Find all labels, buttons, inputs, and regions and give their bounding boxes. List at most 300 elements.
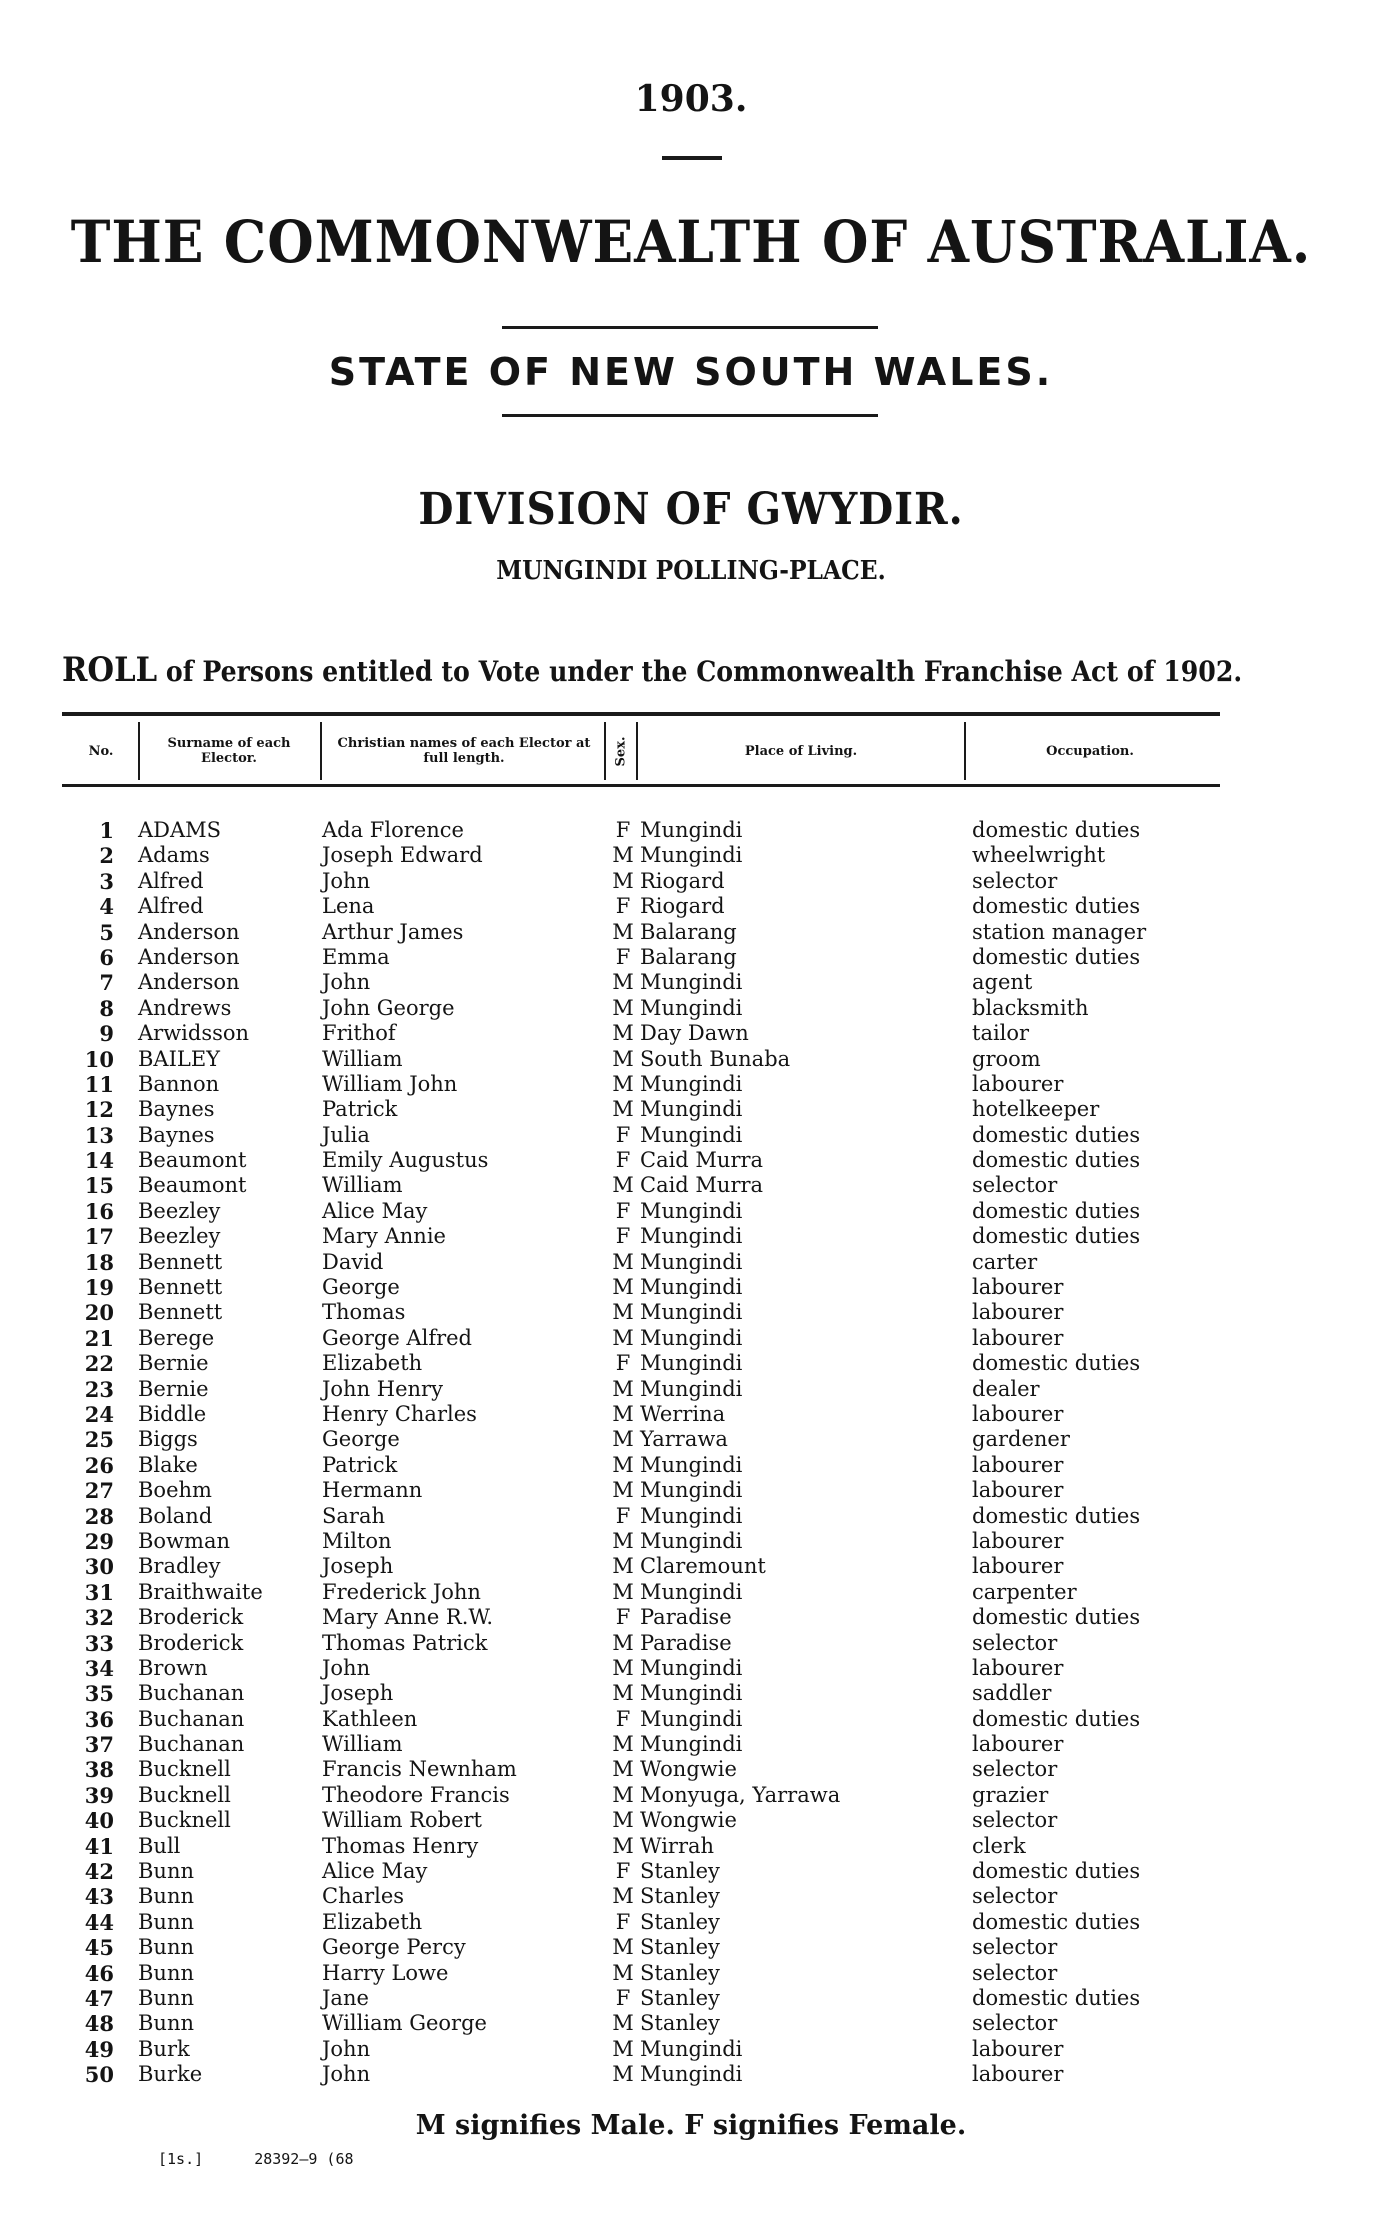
- row-number: 36: [84, 1706, 114, 1732]
- surname: Andrews: [138, 995, 232, 1020]
- surname: Bucknell: [138, 1757, 231, 1782]
- place-of-living: Wongwie: [640, 1757, 737, 1782]
- row-number: 30: [84, 1554, 114, 1580]
- sex: F: [615, 1605, 631, 1630]
- place-of-living: Mungindi: [640, 1452, 743, 1477]
- table-row: [0, 1681, 1382, 1706]
- header-surname: Surname of each Elector.: [167, 736, 291, 766]
- surname: Bucknell: [138, 1782, 231, 1807]
- occupation: carter: [972, 1249, 1038, 1274]
- table-row: [0, 1326, 1382, 1351]
- occupation: selector: [972, 1960, 1058, 1985]
- surname: Alfred: [138, 894, 204, 919]
- occupation: selector: [972, 1935, 1058, 1960]
- sex: M: [612, 1579, 634, 1604]
- sex: M: [612, 1401, 634, 1426]
- roll-description: [62, 650, 1243, 690]
- christian-names: Kathleen: [322, 1706, 418, 1731]
- table-row: [0, 945, 1382, 970]
- christian-names: Joseph: [322, 1554, 394, 1579]
- place-of-living: Mungindi: [640, 995, 743, 1020]
- table-row: [0, 970, 1382, 995]
- table-row: [0, 1021, 1382, 1046]
- row-number: 37: [84, 1732, 114, 1758]
- occupation: domestic duties: [972, 944, 1141, 969]
- place-of-living: Claremount: [640, 1554, 766, 1579]
- row-number: 31: [84, 1579, 114, 1605]
- header-separator: [636, 722, 638, 780]
- header-separator: [604, 722, 606, 780]
- christian-names: Mary Anne R.W.: [322, 1605, 493, 1630]
- sex: M: [612, 1427, 634, 1452]
- place-of-living: Mungindi: [640, 1376, 743, 1401]
- table-row: [0, 1199, 1382, 1224]
- row-number: 34: [84, 1655, 114, 1681]
- surname: Bernie: [138, 1351, 209, 1376]
- surname: Buchanan: [138, 1706, 245, 1731]
- table-row: [0, 1097, 1382, 1122]
- row-number: 27: [84, 1478, 114, 1504]
- christian-names: David: [322, 1249, 384, 1274]
- row-number: 4: [99, 894, 114, 920]
- occupation: domestic duties: [972, 894, 1141, 919]
- row-number: 20: [84, 1300, 114, 1326]
- place-of-living: Mungindi: [640, 1706, 743, 1731]
- surname: Burk: [138, 2036, 190, 2061]
- surname: Buchanan: [138, 1681, 245, 1706]
- surname: Baynes: [138, 1097, 215, 1122]
- christian-names: Alice May: [322, 1859, 428, 1884]
- occupation: domestic duties: [972, 1224, 1141, 1249]
- surname: Beezley: [138, 1198, 221, 1223]
- christian-names: Jane: [322, 1985, 369, 2010]
- table-row: [0, 1300, 1382, 1325]
- sex: F: [615, 1148, 631, 1173]
- table-row: [0, 1173, 1382, 1198]
- surname: Bunn: [138, 1909, 195, 1934]
- christian-names: William Robert: [322, 1808, 482, 1833]
- occupation: labourer: [972, 1452, 1064, 1477]
- table-row: [0, 1631, 1382, 1656]
- christian-names: Julia: [322, 1122, 370, 1147]
- place-of-living: Riogard: [640, 868, 725, 893]
- place-of-living: Stanley: [640, 1884, 720, 1909]
- occupation: domestic duties: [972, 1706, 1141, 1731]
- place-of-living: Balarang: [640, 944, 737, 969]
- state-heading: STATE OF NEW SOUTH WALES.: [328, 350, 1054, 394]
- christian-names: Frithof: [322, 1021, 396, 1046]
- occupation: labourer: [972, 1275, 1064, 1300]
- place-of-living: Mungindi: [640, 1122, 743, 1147]
- table-row: [0, 894, 1382, 919]
- place-of-living: Day Dawn: [640, 1021, 749, 1046]
- occupation: domestic duties: [972, 1503, 1141, 1528]
- occupation: selector: [972, 1173, 1058, 1198]
- surname: Burke: [138, 2062, 203, 2087]
- surname: Bunn: [138, 1960, 195, 1985]
- place-of-living: Mungindi: [640, 1249, 743, 1274]
- place-of-living: Stanley: [640, 1960, 720, 1985]
- table-row: [0, 1453, 1382, 1478]
- table-header: [68, 718, 1218, 784]
- place-of-living: Yarrawa: [640, 1427, 728, 1452]
- table-row: [0, 1859, 1382, 1884]
- table-row: [0, 1275, 1382, 1300]
- christian-names: William: [322, 1046, 403, 1071]
- row-number: 6: [99, 944, 114, 970]
- place-of-living: Mungindi: [640, 1503, 743, 1528]
- christian-names: Mary Annie: [322, 1224, 446, 1249]
- table-row: [0, 1529, 1382, 1554]
- place-of-living: Stanley: [640, 1935, 720, 1960]
- surname: Boland: [138, 1503, 213, 1528]
- roll-text: of Persons entitled to Vote under the Commonwealth Franchise Act of 1902.: [165, 655, 1243, 688]
- occupation: blacksmith: [972, 995, 1089, 1020]
- row-number: 21: [84, 1325, 114, 1351]
- row-number: 14: [84, 1148, 114, 1174]
- table-row: [0, 1834, 1382, 1859]
- surname: Adams: [138, 843, 210, 868]
- surname: Biddle: [138, 1401, 207, 1426]
- sex: F: [615, 1985, 631, 2010]
- surname: Bradley: [138, 1554, 221, 1579]
- row-number: 10: [84, 1046, 114, 1072]
- sex: M: [612, 1655, 634, 1680]
- surname: Bennett: [138, 1249, 223, 1274]
- table-row: [0, 1884, 1382, 1909]
- christian-names: George: [322, 1275, 400, 1300]
- place-of-living: Mungindi: [640, 843, 743, 868]
- occupation: domestic duties: [972, 1122, 1141, 1147]
- occupation: labourer: [972, 1655, 1064, 1680]
- surname: Alfred: [138, 868, 204, 893]
- occupation: labourer: [972, 2062, 1064, 2087]
- table-row: [0, 1072, 1382, 1097]
- row-number: 16: [84, 1198, 114, 1224]
- sex: F: [615, 1122, 631, 1147]
- row-number: 11: [84, 1071, 114, 1097]
- surname: Beaumont: [138, 1148, 247, 1173]
- occupation: labourer: [972, 1300, 1064, 1325]
- surname: Baynes: [138, 1122, 215, 1147]
- occupation: groom: [972, 1046, 1041, 1071]
- table-row: [0, 1605, 1382, 1630]
- place-of-living: Mungindi: [640, 1528, 743, 1553]
- table-row: [0, 1656, 1382, 1681]
- place-of-living: Riogard: [640, 894, 725, 919]
- occupation: labourer: [972, 1554, 1064, 1579]
- surname: BAILEY: [138, 1046, 221, 1071]
- row-number: 25: [84, 1427, 114, 1453]
- surname: Boehm: [138, 1478, 212, 1503]
- print-reference: [158, 2150, 396, 2168]
- table-row: [0, 2062, 1382, 2087]
- row-number: 43: [84, 1884, 114, 1910]
- sex: F: [615, 944, 631, 969]
- sex: M: [612, 1808, 634, 1833]
- christian-names: Harry Lowe: [322, 1960, 449, 1985]
- christian-names: William: [322, 1732, 403, 1757]
- row-number: 33: [84, 1630, 114, 1656]
- occupation: domestic duties: [972, 1605, 1141, 1630]
- table-row: [0, 2011, 1382, 2036]
- sex: F: [615, 818, 631, 842]
- row-number: 46: [84, 1960, 114, 1986]
- header-separator: [964, 722, 966, 780]
- sex: M: [612, 1275, 634, 1300]
- sex: M: [612, 1757, 634, 1782]
- christian-names: Joseph Edward: [322, 843, 483, 868]
- row-number: 24: [84, 1401, 114, 1427]
- surname: Bennett: [138, 1300, 223, 1325]
- surname: Brown: [138, 1655, 208, 1680]
- place-of-living: Mungindi: [640, 1681, 743, 1706]
- surname: Anderson: [138, 944, 240, 969]
- sex: M: [612, 1554, 634, 1579]
- surname: ADAMS: [138, 818, 222, 842]
- occupation: labourer: [972, 1325, 1064, 1350]
- sex: M: [612, 1173, 634, 1198]
- christian-names: Francis Newnham: [322, 1757, 517, 1782]
- sex: M: [612, 1960, 634, 1985]
- occupation: selector: [972, 1884, 1058, 1909]
- christian-names: John: [322, 2062, 371, 2087]
- occupation: saddler: [972, 1681, 1052, 1706]
- table-row: [0, 1250, 1382, 1275]
- sex: M: [612, 1528, 634, 1553]
- row-number: 49: [84, 2036, 114, 2062]
- place-of-living: Mungindi: [640, 1300, 743, 1325]
- christian-names: Thomas: [322, 1300, 406, 1325]
- christian-names: William John: [322, 1071, 458, 1096]
- sex: M: [612, 995, 634, 1020]
- christian-names: John: [322, 970, 371, 995]
- occupation: grazier: [972, 1782, 1049, 1807]
- sex: M: [612, 1884, 634, 1909]
- table-row: [0, 1961, 1382, 1986]
- place-of-living: Mungindi: [640, 2036, 743, 2061]
- table-row: [0, 1757, 1382, 1782]
- table-row: [0, 1351, 1382, 1376]
- table-row: [0, 1427, 1382, 1452]
- sex: F: [615, 1859, 631, 1884]
- surname: Broderick: [138, 1630, 244, 1655]
- table-row: [0, 1402, 1382, 1427]
- table-row: [0, 1808, 1382, 1833]
- sex: M: [612, 919, 634, 944]
- row-number: 32: [84, 1605, 114, 1631]
- sex: M: [612, 1376, 634, 1401]
- table-header-bottom-rule: [62, 784, 1220, 787]
- surname: Anderson: [138, 919, 240, 944]
- christian-names: George Alfred: [322, 1325, 472, 1350]
- occupation: labourer: [972, 1732, 1064, 1757]
- row-number: 44: [84, 1909, 114, 1935]
- place-of-living: Mungindi: [640, 970, 743, 995]
- sex: M: [612, 843, 634, 868]
- roll-word: ROLL: [62, 650, 158, 690]
- surname: Bunn: [138, 1884, 195, 1909]
- sex: F: [615, 1503, 631, 1528]
- place-of-living: Caid Murra: [640, 1173, 764, 1198]
- christian-names: Arthur James: [322, 919, 464, 944]
- header-christian-names: Christian names of each Elector at full length.: [337, 736, 591, 766]
- row-number: 7: [99, 970, 114, 996]
- surname: Berege: [138, 1325, 215, 1350]
- table-row: [0, 996, 1382, 1021]
- row-number: 15: [84, 1173, 114, 1199]
- place-of-living: Mungindi: [640, 1071, 743, 1096]
- christian-names: George: [322, 1427, 400, 1452]
- surname: Biggs: [138, 1427, 198, 1452]
- occupation: hotelkeeper: [972, 1097, 1100, 1122]
- christian-names: Patrick: [322, 1097, 398, 1122]
- header-no: No.: [88, 743, 114, 759]
- surname: Bowman: [138, 1528, 231, 1553]
- row-number: 1: [99, 818, 114, 843]
- place-of-living: Mungindi: [640, 818, 743, 842]
- place-of-living: Paradise: [640, 1630, 732, 1655]
- place-of-living: Mungindi: [640, 1325, 743, 1350]
- row-number: 40: [84, 1808, 114, 1834]
- christian-names: Emily Augustus: [322, 1148, 489, 1173]
- sex: M: [612, 868, 634, 893]
- row-number: 38: [84, 1757, 114, 1783]
- christian-names: John: [322, 2036, 371, 2061]
- row-number: 22: [84, 1351, 114, 1377]
- christian-names: Milton: [322, 1528, 392, 1553]
- christian-names: Emma: [322, 944, 390, 969]
- table-row: [0, 1047, 1382, 1072]
- christian-names: John: [322, 1655, 371, 1680]
- place-of-living: Mungindi: [640, 1579, 743, 1604]
- occupation: domestic duties: [972, 1198, 1141, 1223]
- place-of-living: Caid Murra: [640, 1148, 764, 1173]
- row-number: 42: [84, 1859, 114, 1885]
- occupation: selector: [972, 2011, 1058, 2036]
- sex: F: [615, 1224, 631, 1249]
- surname: Blake: [138, 1452, 198, 1477]
- sex: M: [612, 1782, 634, 1807]
- place-of-living: South Bunaba: [640, 1046, 791, 1071]
- occupation: domestic duties: [972, 1985, 1141, 2010]
- rule-under-state: [502, 414, 878, 417]
- place-of-living: Mungindi: [640, 1732, 743, 1757]
- place-of-living: Mungindi: [640, 1351, 743, 1376]
- row-number: 18: [84, 1249, 114, 1275]
- surname: Bull: [138, 1833, 181, 1858]
- place-of-living: Stanley: [640, 1909, 720, 1934]
- table-row: [0, 1377, 1382, 1402]
- table-row: [0, 1554, 1382, 1579]
- sex: F: [615, 894, 631, 919]
- table-row: [0, 1910, 1382, 1935]
- row-number: 28: [84, 1503, 114, 1529]
- place-of-living: Mungindi: [640, 2062, 743, 2087]
- place-of-living: Mungindi: [640, 1478, 743, 1503]
- christian-names: Theodore Francis: [322, 1782, 510, 1807]
- occupation: labourer: [972, 1401, 1064, 1426]
- christian-names: Henry Charles: [322, 1401, 477, 1426]
- table-row: [0, 869, 1382, 894]
- row-number: 47: [84, 1985, 114, 2011]
- row-number: 13: [84, 1122, 114, 1148]
- table-row: [0, 1478, 1382, 1503]
- christian-names: Elizabeth: [322, 1909, 423, 1934]
- header-occupation: Occupation.: [1046, 743, 1134, 759]
- rule-under-year: [662, 156, 722, 160]
- table-row: [0, 1123, 1382, 1148]
- sex: M: [612, 1935, 634, 1960]
- table-row: [0, 1732, 1382, 1757]
- row-number: 19: [84, 1275, 114, 1301]
- occupation: selector: [972, 1808, 1058, 1833]
- table-row: [0, 1224, 1382, 1249]
- place-of-living: Mungindi: [640, 1198, 743, 1223]
- row-number: 35: [84, 1681, 114, 1707]
- table-row: [0, 920, 1382, 945]
- sex: M: [612, 1249, 634, 1274]
- sex: F: [615, 1198, 631, 1223]
- table-row: [0, 818, 1382, 843]
- occupation: clerk: [972, 1833, 1026, 1858]
- surname: Bunn: [138, 1859, 195, 1884]
- place-of-living: Mungindi: [640, 1224, 743, 1249]
- christian-names: Elizabeth: [322, 1351, 423, 1376]
- table-top-rule: [62, 712, 1220, 716]
- christian-names: William George: [322, 2011, 487, 2036]
- christian-names: Thomas Patrick: [322, 1630, 488, 1655]
- occupation: wheelwright: [972, 843, 1106, 868]
- place-of-living: Stanley: [640, 1859, 720, 1884]
- occupation: selector: [972, 1630, 1058, 1655]
- christian-names: John Henry: [322, 1376, 443, 1401]
- christian-names: Lena: [322, 894, 375, 919]
- row-number: 48: [84, 2011, 114, 2037]
- christian-names: Joseph: [322, 1681, 394, 1706]
- row-number: 3: [99, 868, 114, 894]
- sex: M: [612, 1478, 634, 1503]
- surname: Bunn: [138, 2011, 195, 2036]
- place-of-living: Paradise: [640, 1605, 732, 1630]
- occupation: carpenter: [972, 1579, 1077, 1604]
- place-of-living: Stanley: [640, 1985, 720, 2010]
- sex: F: [615, 1909, 631, 1934]
- row-number: 50: [84, 2062, 114, 2088]
- table-row: [0, 2037, 1382, 2062]
- surname: Bannon: [138, 1071, 220, 1096]
- christian-names: George Percy: [322, 1935, 466, 1960]
- sex: F: [615, 1706, 631, 1731]
- place-of-living: Balarang: [640, 919, 737, 944]
- christian-names: William: [322, 1173, 403, 1198]
- christian-names: Alice May: [322, 1198, 428, 1223]
- row-number: 41: [84, 1833, 114, 1859]
- surname: Buchanan: [138, 1732, 245, 1757]
- occupation: gardener: [972, 1427, 1070, 1452]
- row-number: 8: [99, 995, 114, 1021]
- christian-names: Thomas Henry: [322, 1833, 479, 1858]
- christian-names: John: [322, 868, 371, 893]
- surname: Arwidsson: [138, 1021, 250, 1046]
- surname: Beaumont: [138, 1173, 247, 1198]
- table-row: [0, 1986, 1382, 2011]
- print-ref-number: 28392—9 (68: [254, 2150, 354, 2168]
- row-number: 9: [99, 1021, 114, 1047]
- occupation: domestic duties: [972, 1859, 1141, 1884]
- header-place: Place of Living.: [744, 743, 858, 759]
- document-title: THE COMMONWEALTH OF AUSTRALIA.: [70, 208, 1312, 276]
